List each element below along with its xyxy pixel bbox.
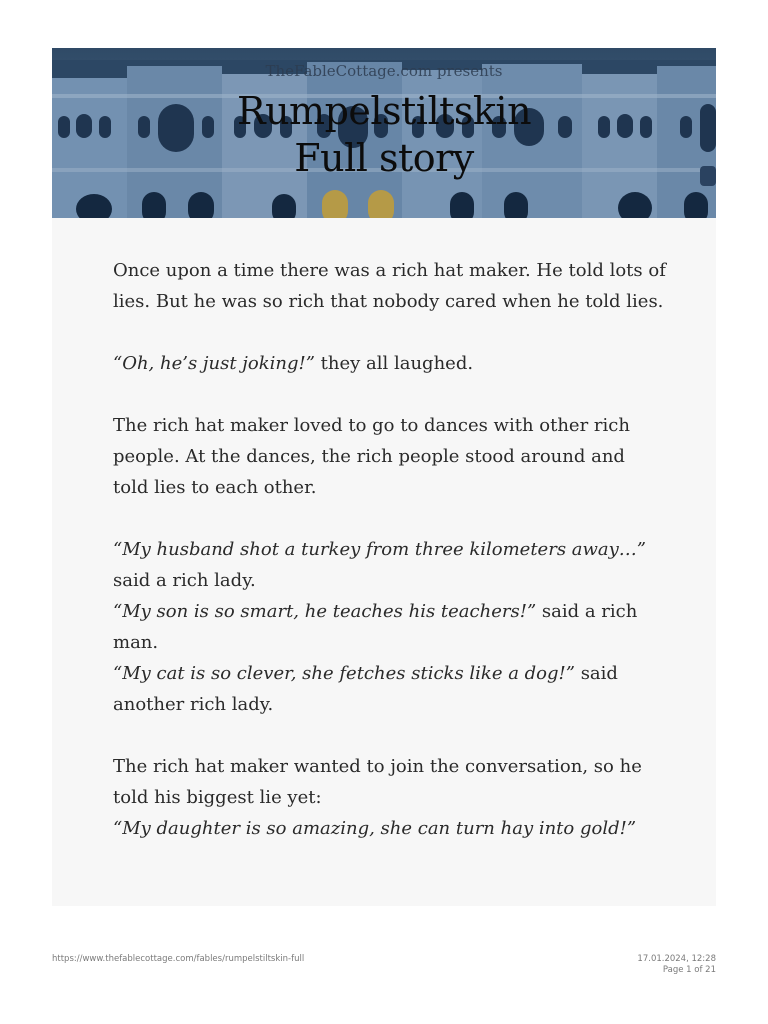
narration: said bbox=[574, 663, 618, 684]
page-card bbox=[52, 48, 716, 906]
presents-line: TheFableCottage.com presents bbox=[265, 62, 503, 80]
text-line: said a rich lady. bbox=[113, 570, 256, 591]
paragraph-4 bbox=[113, 534, 683, 720]
paragraph-3 bbox=[113, 410, 683, 503]
page-number: Page 1 of 21 bbox=[662, 965, 716, 975]
text-line: The rich hat maker loved to go to dances with other rich bbox=[113, 415, 630, 436]
text-line bbox=[113, 534, 683, 565]
paragraph-5 bbox=[113, 751, 683, 844]
text-line: people. At the dances, the rich people stood around and bbox=[113, 446, 625, 467]
text-line: The rich hat maker wanted to join the conversation, so he bbox=[113, 756, 642, 777]
dialogue-quote: “My daughter is so amazing, she can turn hay into gold!” bbox=[113, 818, 637, 839]
text-line bbox=[113, 348, 683, 379]
text-line: man. bbox=[113, 632, 159, 653]
text-line: told lies to each other. bbox=[113, 477, 317, 498]
text-line: lies. But he was so rich that nobody cared when he told lies. bbox=[113, 291, 664, 312]
text-line bbox=[113, 658, 683, 689]
narration: they all laughed. bbox=[314, 353, 474, 374]
print-datetime: 17.01.2024, 12:28 bbox=[637, 954, 716, 964]
footer-url: https://www.thefablecottage.com/fables/rumpelstiltskin-full bbox=[52, 954, 305, 964]
story-title: Rumpelstiltskin bbox=[236, 89, 532, 133]
text-line: Once upon a time there was a rich hat maker. He told lots of bbox=[113, 260, 666, 281]
text-line bbox=[113, 596, 683, 627]
dialogue-quote: “My husband shot a turkey from three kilometers away…” bbox=[113, 539, 647, 560]
dialogue-quote: “My son is so smart, he teaches his teachers!” bbox=[113, 601, 537, 622]
text-line bbox=[113, 813, 683, 844]
story-subtitle: Full story bbox=[294, 136, 474, 180]
paragraph-1 bbox=[113, 255, 683, 317]
story-text bbox=[113, 255, 683, 844]
narration: said a rich bbox=[536, 601, 638, 622]
dialogue-quote: “Oh, he’s just joking!” bbox=[113, 353, 315, 374]
footer-meta bbox=[637, 954, 716, 976]
story-banner bbox=[52, 48, 716, 218]
paragraph-2 bbox=[113, 348, 683, 379]
text-line: another rich lady. bbox=[113, 694, 274, 715]
text-line: told his biggest lie yet: bbox=[113, 787, 322, 808]
dialogue-quote: “My cat is so clever, she fetches sticks like a dog!” bbox=[113, 663, 575, 684]
